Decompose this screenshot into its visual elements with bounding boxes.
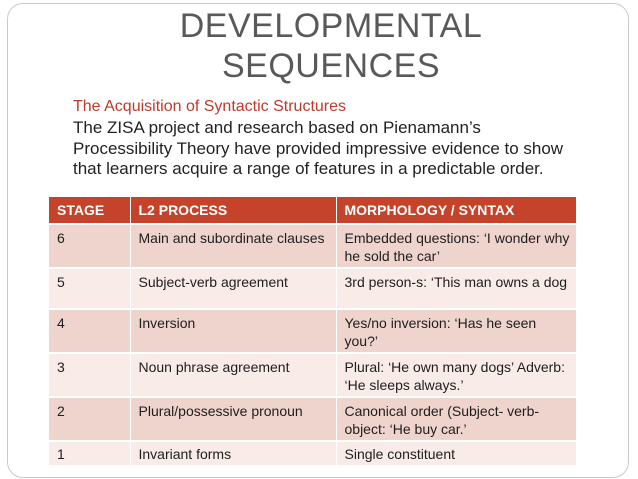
- syntax-cell: 3rd person-s: ‘This man owns a dog: [336, 268, 576, 309]
- slide-title-line-2: SEQUENCES: [222, 47, 440, 85]
- process-cell: Invariant forms: [130, 441, 336, 465]
- table-row: [49, 441, 576, 465]
- stage-cell: 4: [49, 309, 130, 353]
- table-row: [49, 397, 576, 441]
- slide-subtitle: The Acquisition of Syntactic Structures: [73, 98, 347, 115]
- table-row: [49, 353, 576, 397]
- process-cell: Noun phrase agreement: [130, 353, 336, 397]
- stage-cell: 5: [49, 268, 130, 309]
- process-cell: Main and subordinate clauses: [130, 224, 336, 268]
- process-cell: Subject-verb agreement: [130, 268, 336, 309]
- syntax-cell: Single constituent: [336, 441, 576, 465]
- syntax-cell: Yes/no inversion: ‘Has he seen you?’: [336, 309, 576, 353]
- stage-cell: 2: [49, 397, 130, 441]
- header-l2-process: L2 PROCESS: [130, 197, 336, 224]
- syntax-cell: Canonical order (Subject- verb-object: ‘He buy car.’: [336, 397, 576, 441]
- table-header-row: [49, 197, 576, 224]
- table-row: [49, 224, 576, 268]
- developmental-sequences-table: [49, 197, 577, 465]
- slide-body-text: The ZISA project and research based on Pienamann’s Processibility Theory have provided impressive evidence to show that learners acquire a range of features in a predictable order.: [73, 118, 564, 178]
- slide-title-line-1: DEVELOPMENTAL: [179, 7, 483, 45]
- header-stage: STAGE: [49, 197, 130, 224]
- process-cell: Plural/possessive pronoun: [130, 397, 336, 441]
- table-row: [49, 309, 576, 353]
- stage-cell: 6: [49, 224, 130, 268]
- header-morphology-syntax: MORPHOLOGY / SYNTAX: [336, 197, 576, 224]
- stage-cell: 1: [49, 441, 130, 465]
- syntax-cell: Plural: ‘He own many dogs’ Adverb: ‘He sleeps always.’: [336, 353, 576, 397]
- process-cell: Inversion: [130, 309, 336, 353]
- syntax-cell: Embedded questions: ‘I wonder why he sold the car’: [336, 224, 576, 268]
- table-row: [49, 268, 576, 309]
- stage-cell: 3: [49, 353, 130, 397]
